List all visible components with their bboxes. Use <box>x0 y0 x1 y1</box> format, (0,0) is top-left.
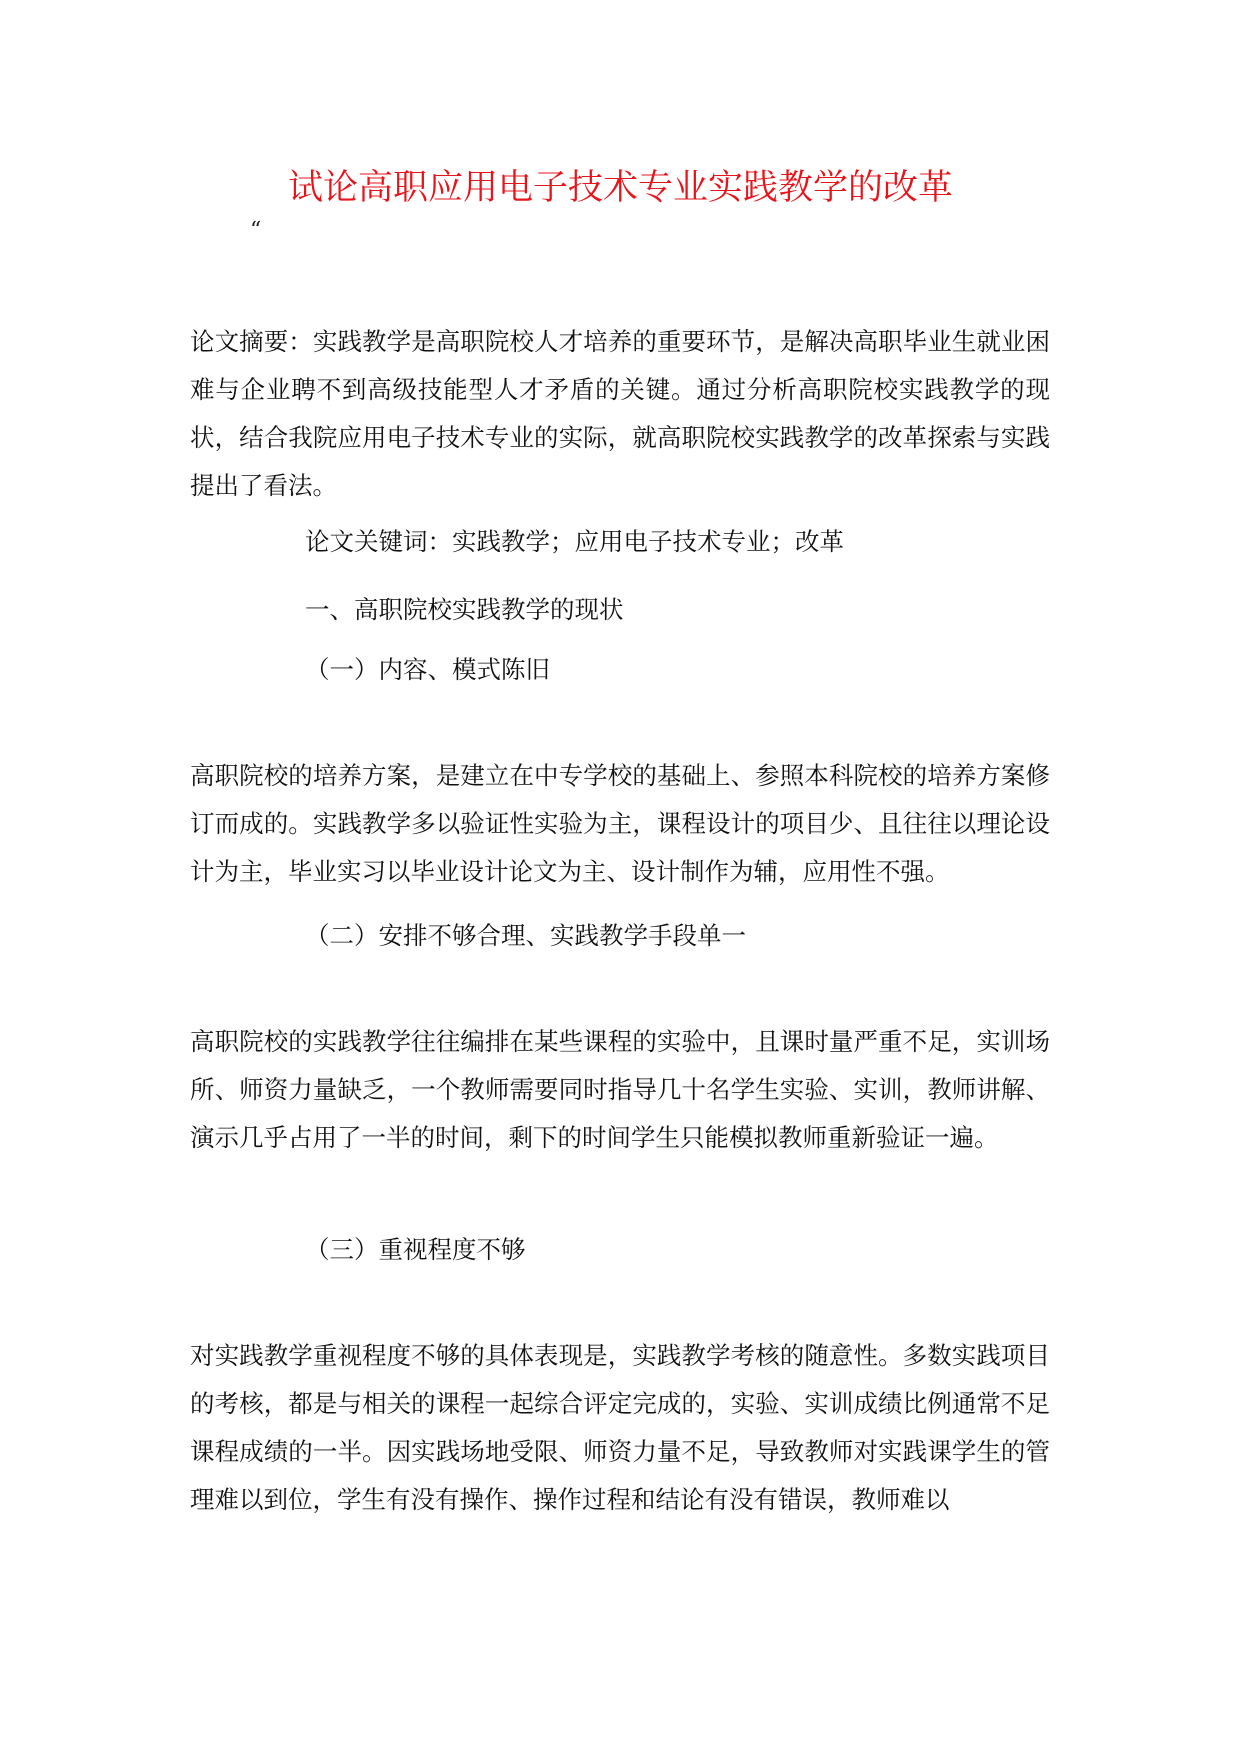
document-title: 试论高职应用电子技术专业实践教学的改革 <box>287 168 953 208</box>
sub2-body: 高职院校的实践教学往往编排在某些课程的实验中，且课时量严重不足，实训场所、师资力量缺乏，一个教师需要同时指导几十名学生实验、实训，教师讲解、演示几乎占用了一半的时间，剩下的时间学生只能模拟教师重新验证一遍。 <box>190 1027 1050 1152</box>
sub2-heading: （二）安排不够合理、实践教学手段单一 <box>305 921 746 950</box>
keywords-line: 论文关键词：实践教学；应用电子技术专业；改革 <box>305 527 844 556</box>
sub1-body: 高职院校的培养方案，是建立在中专学校的基础上、参照本科院校的培养方案修订而成的。实践教学多以验证性实验为主，课程设计的项目少、且往往以理论设计为主，毕业实习以毕业设计论文为主、设计制作为辅，应用性不强。 <box>190 761 1050 886</box>
section1-heading: 一、高职院校实践教学的现状 <box>305 595 624 624</box>
sub3-heading: （三）重视程度不够 <box>305 1235 526 1264</box>
abstract-paragraph: 论文摘要：实践教学是高职院校人才培养的重要环节，是解决高职毕业生就业困难与企业聘不到高级技能型人才矛盾的关键。通过分析高职院校实践教学的现状，结合我院应用电子技术专业的实际，就高职院校实践教学的改革探索与实践提出了看法。 <box>190 327 1050 500</box>
quote-mark: “ <box>250 218 262 243</box>
sub1-heading: （一）内容、模式陈旧 <box>305 655 550 684</box>
sub3-body: 对实践教学重视程度不够的具体表现是，实践教学考核的随意性。多数实践项目的考核，都是与相关的课程一起综合评定完成的，实验、实训成绩比例通常不足课程成绩的一半。因实践场地受限、师资力量不足，导致教师对实践课学生的管理难以到位，学生有没有操作、操作过程和结论有没有错误，教师难以 <box>190 1341 1050 1514</box>
